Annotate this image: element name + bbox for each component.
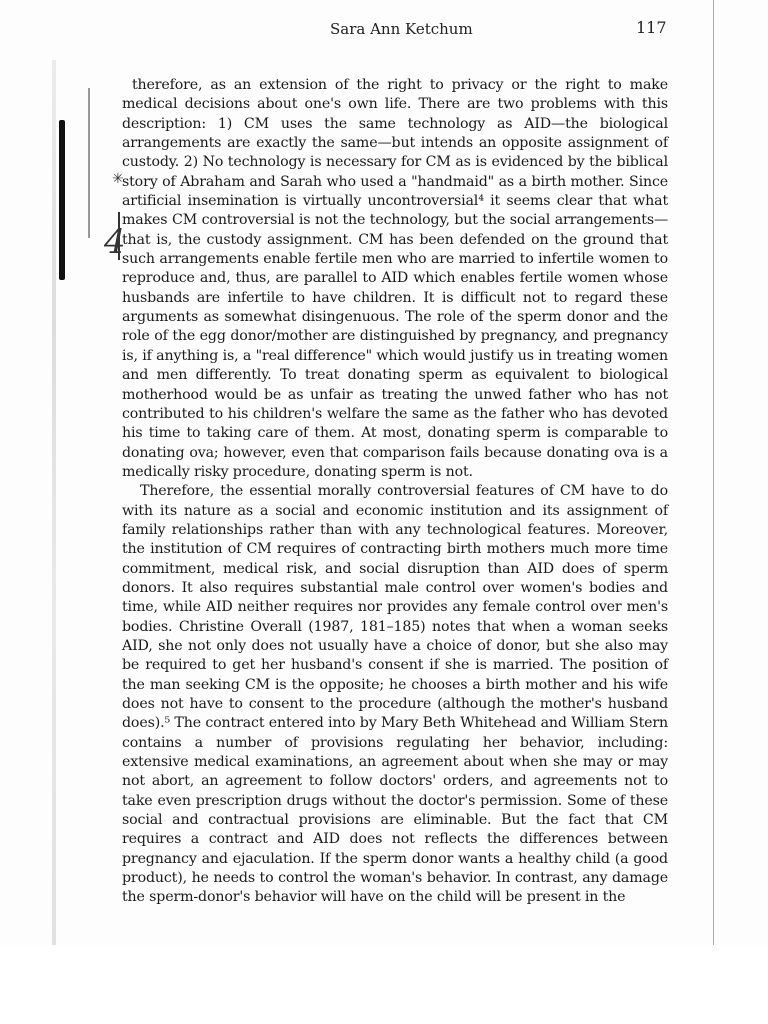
handwritten-margin-number: 4: [104, 222, 126, 262]
handwritten-mark: ✳: [112, 171, 124, 187]
binding-mark: [59, 120, 65, 280]
scan-shadow-left: [52, 60, 56, 950]
scan-edge-right: [713, 0, 714, 945]
page-number: 117: [636, 18, 667, 37]
page-bottom-margin: [0, 945, 768, 1024]
body-text: [122, 76, 668, 908]
binding-line: [88, 88, 90, 238]
paragraph: Therefore, the essential morally controversial features of CM have to do with its nature as a social and economic institution and its assignment of family relationships rather than with any technological features. Moreover, the institution of CM requires of contracting birth mothers much more time commitment, medical risk, and social disruption than AID does of sperm donors. It also requires substantial male control over women's bodies and time, while AID neither requires nor provides any female control over men's bodies. Christine Overall (1987, 181–185) notes that when a woman seeks AID, she not only does not usually have a choice of donor, but she also may be required to get her husband's consent if she is married. The position of the man seeking CM is the opposite; he chooses a birth mother and his wife does not have to consent to the procedure (although the mother's husband does).⁵ The contract entered into by Mary Beth Whitehead and William Stern contains a number of provisions regulating her behavior, including: extensive medical examinations, an agreement about when she may or may not abort, an agreement to follow doctors' orders, and agreements not to take even prescription drugs without the doctor's permission. Some of these social and contractual provisions are eliminable. But the fact that CM requires a contract and AID does not reflects the differences between pregnancy and ejaculation. If the sperm donor wants a healthy child (a good product), he needs to control the woman's behavior. In contrast, any damage the sperm-donor's behavior will have on the child will be present in the: [122, 483, 668, 906]
paragraph: therefore, as an extension of the right to privacy or the right to make medical decisions about one's own life. There are two problems with this description: 1) CM uses the same technology as AID—the biological arrangements are exactly the same—but intends an opposite assignment of custody. 2) No technology is necessary for CM as is evidenced by the biblical story of Abraham and Sarah who used a "handmaid" as a birth mother. Since artificial insemination is virtually uncontroversial⁴ it seems clear that what makes CM controversial is not the technology, but the social arrangements—that is, the custody assignment. CM has been defended on the ground that such arrangements enable fertile men who are married to infertile women to reproduce and, thus, are parallel to AID which enables fertile women whose husbands are infertile to have children. It is difficult not to regard these arguments as somewhat disingenuous. The role of the sperm donor and the role of the egg donor/mother are distinguished by pregnancy, and pregnancy is, if anything is, a "real difference" which would justify us in treating women and men differently. To treat donating sperm as equivalent to biological motherhood would be as unfair as treating the unwed father who has not contributed to his children's welfare the same as the father who has devoted his time to taking care of them. At most, donating sperm is comparable to donating ova; however, even that comparison fails because donating ova is a medically risky procedure, donating sperm is not.: [122, 77, 668, 480]
page-header: [0, 20, 768, 44]
running-head: Sara Ann Ketchum: [330, 20, 473, 38]
